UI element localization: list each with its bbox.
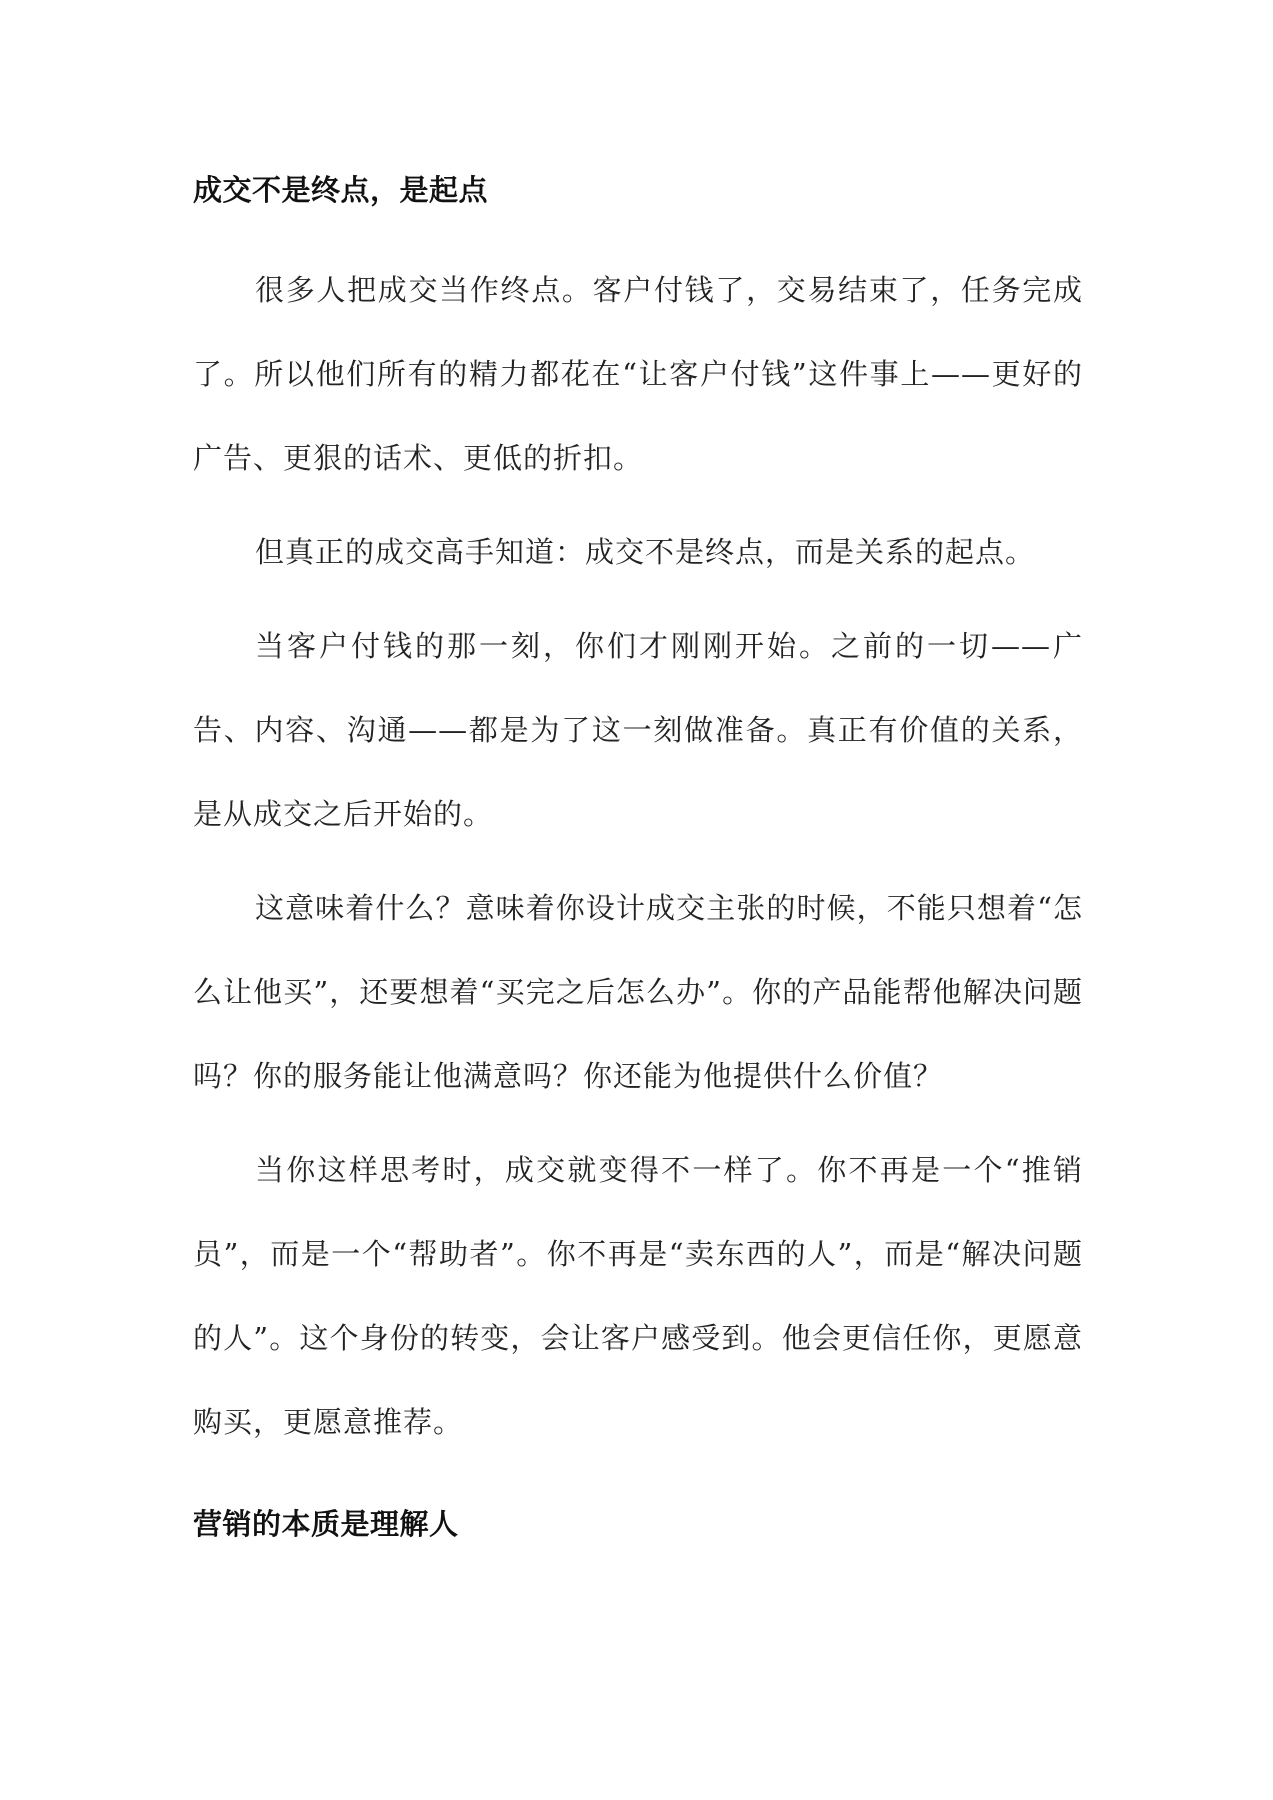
section-heading: 成交不是终点，是起点 <box>193 173 489 207</box>
paragraph: 当客户付钱的那一刻，你们才刚刚开始。之前的一切——广告、内容、沟通——都是为了这一刻做准备。真正有价值的关系，是从成交之后开始的。 <box>193 629 1083 831</box>
paragraph: 当你这样思考时，成交就变得不一样了。你不再是一个“推销员”，而是一个“帮助者”。你不再是“卖东西的人”，而是“解决问题的人”。这个身份的转变，会让客户感受到。他会更信任你，更愿意购买，更愿意推荐。 <box>193 1153 1083 1439</box>
paragraph: 但真正的成交高手知道：成交不是终点，而是关系的起点。 <box>255 535 1036 569</box>
paragraph: 很多人把成交当作终点。客户付钱了，交易结束了，任务完成了。所以他们所有的精力都花在“让客户付钱”这件事上——更好的广告、更狠的话术、更低的折扣。 <box>193 273 1083 475</box>
paragraph: 这意味着什么？意味着你设计成交主张的时候，不能只想着“怎么让他买”，还要想着“买完之后怎么办”。你的产品能帮他解决问题吗？你的服务能让他满意吗？你还能为他提供什么价值？ <box>193 891 1083 1093</box>
section-heading: 营销的本质是理解人 <box>193 1507 459 1541</box>
document-body <box>193 170 1083 1544</box>
